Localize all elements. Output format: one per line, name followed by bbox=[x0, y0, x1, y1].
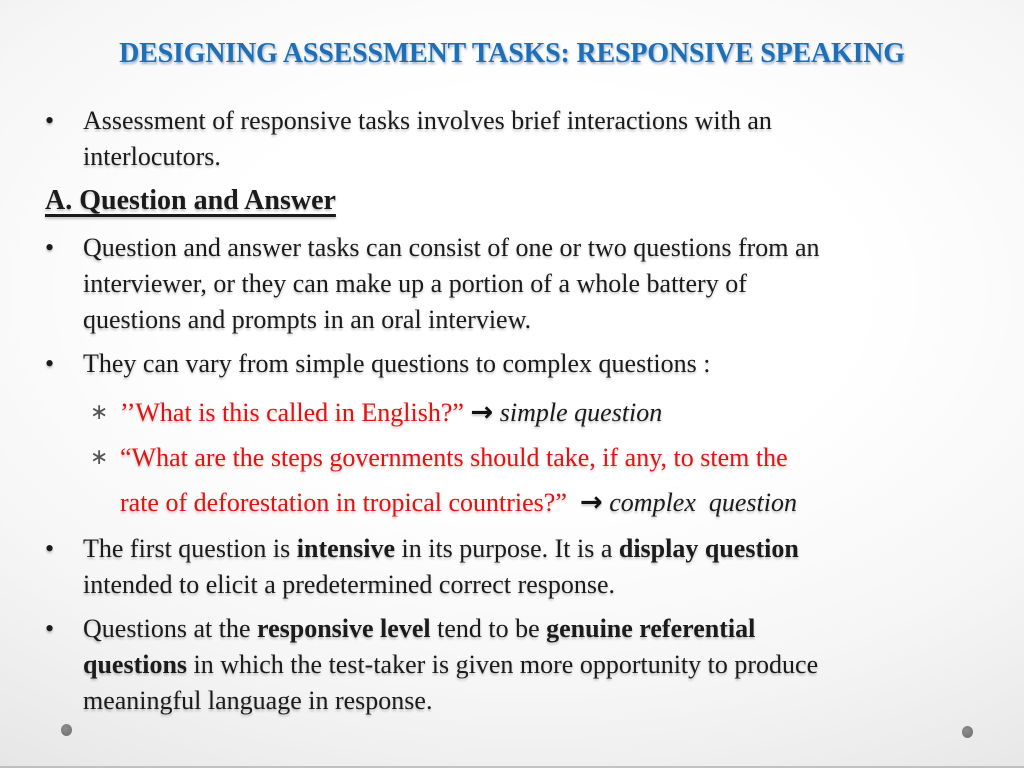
bullet-marker: • bbox=[45, 233, 55, 262]
paragraph-text bbox=[83, 611, 994, 719]
text-line bbox=[120, 435, 994, 480]
paragraph-text bbox=[120, 435, 994, 525]
text-line bbox=[83, 139, 994, 175]
text-line bbox=[83, 567, 994, 603]
sub-bullet-item bbox=[90, 390, 994, 435]
text-line bbox=[83, 230, 994, 266]
text-line bbox=[45, 183, 994, 219]
bullet-item bbox=[45, 103, 994, 175]
text-line bbox=[120, 480, 994, 525]
text-segment: intensive bbox=[296, 534, 395, 563]
text-segment: intended to elicit a predetermined correct response. bbox=[83, 570, 616, 599]
asterisk-bullet-marker: ∗ bbox=[90, 400, 109, 425]
text-segment: interviewer, or they can make up a portion of a whole battery of bbox=[83, 269, 747, 298]
text-segment: interlocutors. bbox=[83, 142, 221, 171]
text-line bbox=[83, 683, 994, 719]
text-segment: in which the test-taker is given more opportunity to produce bbox=[187, 650, 819, 679]
text-segment: simple question bbox=[499, 398, 663, 427]
text-segment: Questions at the bbox=[83, 614, 258, 643]
text-segment: Assessment of responsive tasks involves brief interactions with an bbox=[83, 106, 772, 135]
text-segment: tend to be bbox=[430, 614, 547, 643]
text-segment: ’’What is this called in English?” bbox=[120, 398, 464, 427]
text-line bbox=[83, 531, 994, 567]
right-arrow-icon: → bbox=[470, 397, 494, 428]
text-segment: responsive level bbox=[257, 614, 431, 643]
slide-content bbox=[45, 103, 994, 727]
bullet-marker: • bbox=[45, 614, 55, 643]
bullet-marker: • bbox=[45, 534, 55, 563]
paragraph-text bbox=[83, 346, 994, 382]
text-segment: complex question bbox=[609, 488, 797, 517]
bullet-item bbox=[45, 346, 994, 382]
text-segment: Question and answer tasks can consist of one or two questions from an bbox=[83, 233, 820, 262]
paragraph-text bbox=[120, 390, 994, 435]
text-line bbox=[83, 346, 994, 382]
text-segment: genuine referential bbox=[546, 614, 756, 643]
paragraph-text bbox=[83, 230, 994, 338]
text-segment: display question bbox=[618, 534, 799, 563]
text-segment: questions bbox=[83, 650, 188, 679]
text-segment: in its purpose. It is a bbox=[395, 534, 619, 563]
paragraph-text bbox=[83, 103, 994, 175]
text-segment: questions and prompts in an oral interview. bbox=[83, 305, 532, 334]
text-segment: A. Question and Answer bbox=[45, 185, 336, 216]
text-segment: They can vary from simple questions to complex questions : bbox=[83, 349, 711, 378]
text-line bbox=[120, 390, 994, 435]
bullet-marker: • bbox=[45, 106, 55, 135]
paragraph-text bbox=[83, 531, 994, 603]
text-line bbox=[83, 611, 994, 647]
text-line bbox=[83, 266, 994, 302]
bullet-marker: • bbox=[45, 349, 55, 378]
right-arrow-icon: → bbox=[579, 487, 603, 518]
text-segment: The first question is bbox=[83, 534, 297, 563]
section-heading bbox=[45, 183, 994, 219]
bullet-item bbox=[45, 611, 994, 719]
text-segment: “What are the steps governments should take, if any, to stem the bbox=[120, 443, 788, 472]
text-line bbox=[83, 103, 994, 139]
text-line bbox=[83, 302, 994, 338]
text-segment: meaningful language in response. bbox=[83, 686, 433, 715]
asterisk-bullet-marker: ∗ bbox=[90, 445, 109, 470]
bottom-left-dot bbox=[61, 724, 72, 736]
text-line bbox=[83, 647, 994, 683]
sub-bullet-item bbox=[90, 435, 994, 525]
paragraph-text bbox=[45, 183, 994, 219]
bullet-item bbox=[45, 531, 994, 603]
bullet-item bbox=[45, 230, 994, 338]
text-segment bbox=[567, 488, 580, 517]
text-segment: rate of deforestation in tropical countries?” bbox=[120, 488, 567, 517]
bottom-right-dot bbox=[962, 726, 973, 738]
slide-title: DESIGNING ASSESSMENT TASKS: RESPONSIVE SPEAKING bbox=[119, 38, 905, 69]
